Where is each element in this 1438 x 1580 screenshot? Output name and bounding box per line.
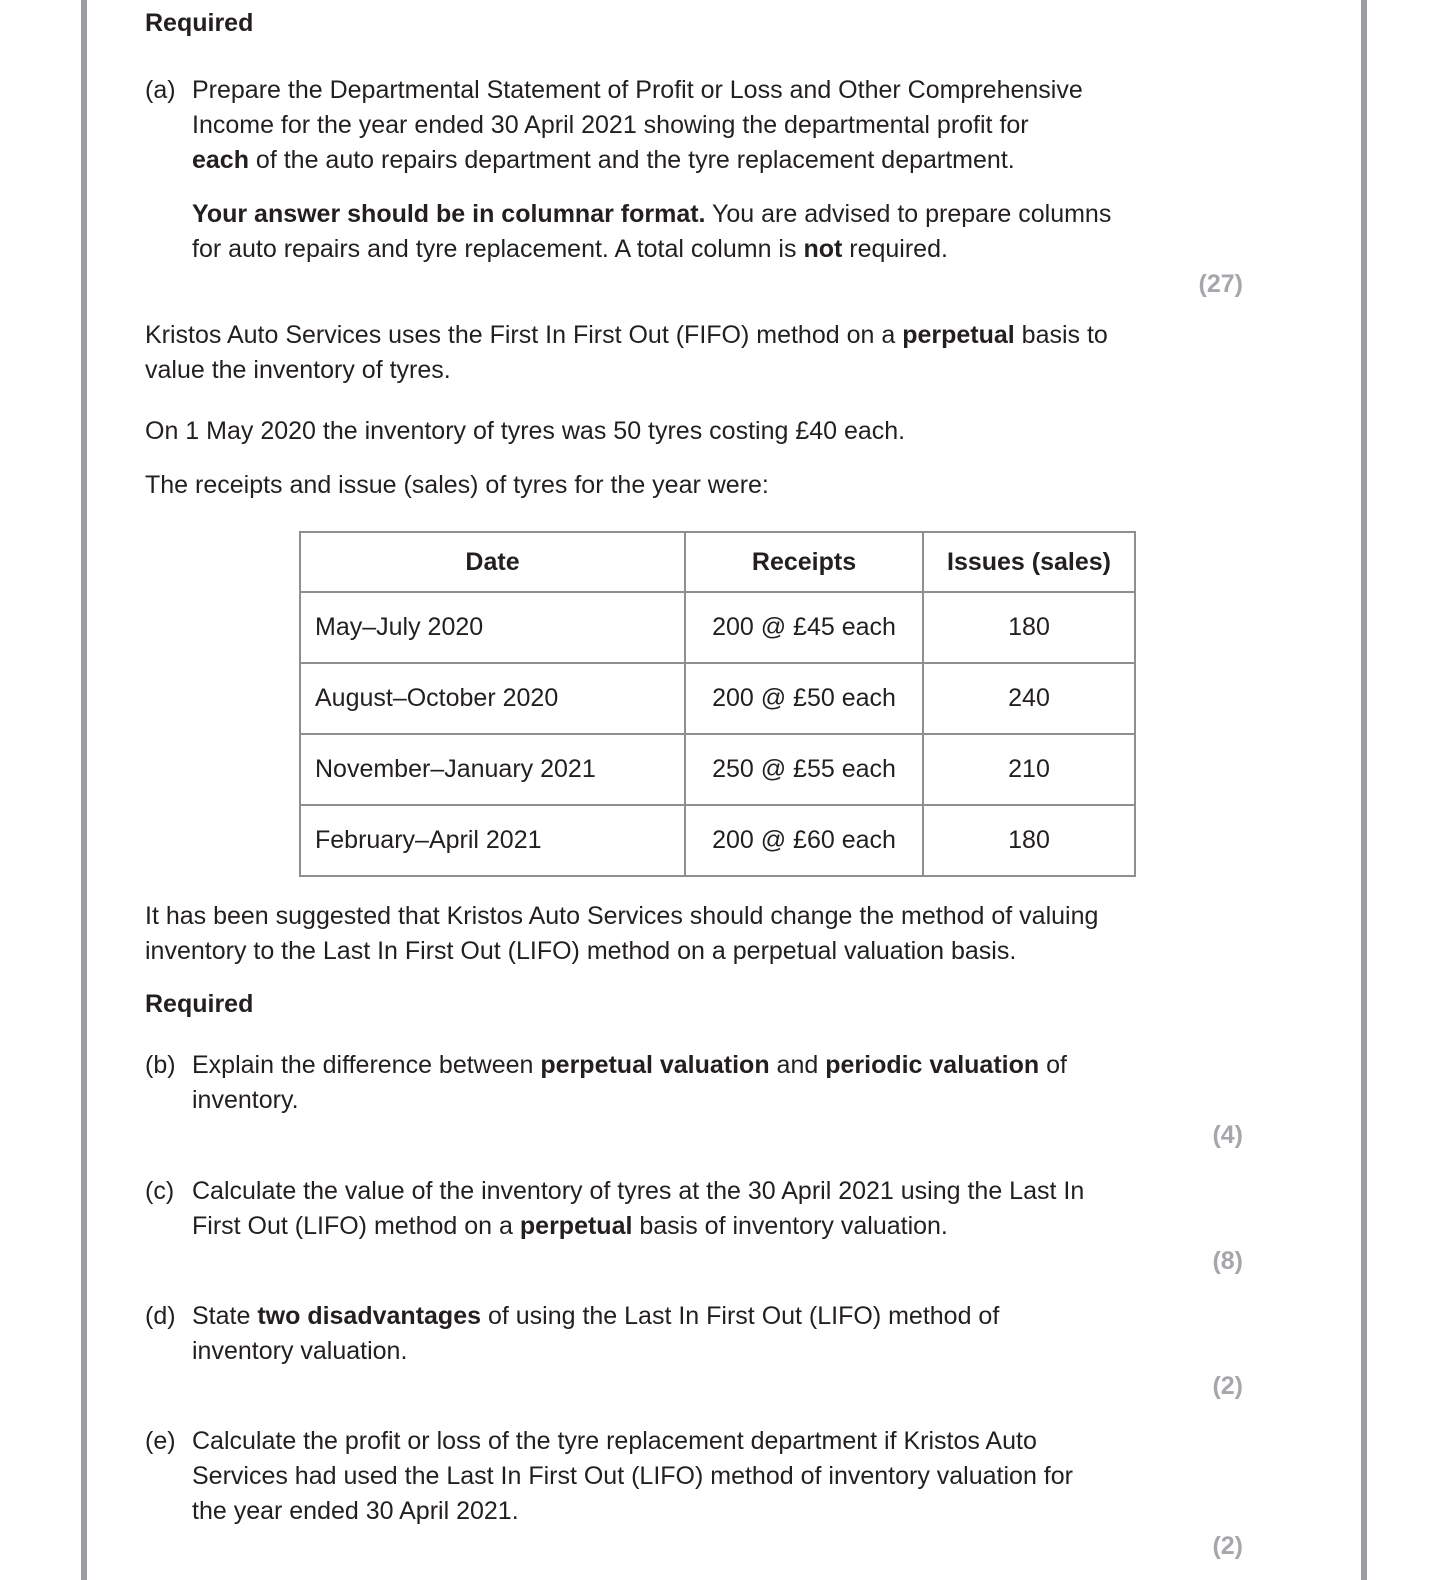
required-heading-2: Required <box>145 990 254 1018</box>
question-e <box>145 1424 1243 1529</box>
table-header-row <box>300 532 1135 592</box>
cell-receipts: 200 @ £45 each <box>685 592 923 663</box>
para-receipts-intro: The receipts and issue (sales) of tyres for the year were: <box>145 471 769 499</box>
question-c <box>145 1174 1243 1244</box>
text-line: Kristos Auto Services uses the First In First Out (FIFO) method on a <box>145 321 903 349</box>
text-bold: periodic valuation <box>825 1051 1040 1079</box>
marks-a: (27) <box>1198 270 1243 298</box>
table-row <box>300 734 1135 805</box>
text-line: of the auto repairs department and the tyre replacement department. <box>248 146 1015 174</box>
text-line: Prepare the Departmental Statement of Profit or Loss and Other Comprehensive <box>192 76 1083 104</box>
text-line: Income for the year ended 30 April 2021 showing the departmental profit for <box>192 111 1029 139</box>
page-right-border <box>1361 0 1367 1580</box>
text-bold: two disadvantages <box>257 1302 481 1330</box>
text-line: inventory to the Last In First Out (LIFO) method on a perpetual valuation basis. <box>145 937 1017 965</box>
text-line: Services had used the Last In First Out (LIFO) method of inventory valuation for <box>192 1462 1073 1490</box>
question-d-text <box>192 1299 999 1369</box>
text-line: Explain the difference between <box>192 1051 541 1079</box>
cell-date: August–October 2020 <box>300 663 685 734</box>
question-e-label: (e) <box>145 1427 176 1455</box>
text-line: Calculate the profit or loss of the tyre replacement department if Kristos Auto <box>192 1427 1037 1455</box>
para-opening-inventory: On 1 May 2020 the inventory of tyres was 50 tyres costing £40 each. <box>145 417 906 445</box>
marks-e: (2) <box>1212 1532 1243 1560</box>
receipts-table <box>299 531 1136 877</box>
text-line: and <box>769 1051 826 1079</box>
marks-d: (2) <box>1212 1372 1243 1400</box>
cell-date: November–January 2021 <box>300 734 685 805</box>
text-bold: perpetual <box>519 1212 633 1240</box>
text-bold: perpetual <box>902 321 1015 349</box>
required-heading-1: Required <box>145 9 254 37</box>
page-content <box>145 0 1243 1564</box>
text-line: basis of inventory valuation. <box>632 1212 948 1240</box>
cell-receipts: 250 @ £55 each <box>685 734 923 805</box>
question-c-text <box>192 1174 1084 1244</box>
question-d-label: (d) <box>145 1302 176 1330</box>
text-line: Calculate the value of the inventory of tyres at the 30 April 2021 using the Last In <box>192 1177 1085 1205</box>
cell-date: May–July 2020 <box>300 592 685 663</box>
question-a-note-text <box>192 197 1111 267</box>
text-line: inventory valuation. <box>192 1337 408 1365</box>
marks-b: (4) <box>1212 1121 1243 1149</box>
text-line: the year ended 30 April 2021. <box>192 1497 519 1525</box>
cell-issues: 210 <box>923 734 1135 805</box>
question-e-text <box>192 1424 1073 1529</box>
text-bold: Your answer should be in columnar format. <box>192 200 706 228</box>
question-c-label: (c) <box>145 1177 175 1205</box>
text-line: First Out (LIFO) method on a <box>192 1212 520 1240</box>
para-fifo <box>145 318 1243 388</box>
text-line: value the inventory of tyres. <box>145 356 451 384</box>
question-d <box>145 1299 1243 1369</box>
para-lifo-suggestion <box>145 899 1243 969</box>
page-left-border <box>81 0 87 1580</box>
question-b-text <box>192 1048 1067 1118</box>
table-row <box>300 663 1135 734</box>
text-line: of <box>1039 1051 1067 1079</box>
col-header-issues: Issues (sales) <box>923 532 1135 592</box>
question-a-label: (a) <box>145 76 176 104</box>
text-line: You are advised to prepare columns <box>705 200 1112 228</box>
col-header-date: Date <box>300 532 685 592</box>
table-row <box>300 592 1135 663</box>
text-bold: perpetual valuation <box>540 1051 770 1079</box>
cell-issues: 180 <box>923 592 1135 663</box>
cell-date: February–April 2021 <box>300 805 685 876</box>
text-line: required. <box>842 235 948 263</box>
question-a-note <box>145 197 1243 267</box>
question-b-label: (b) <box>145 1051 176 1079</box>
text-line: It has been suggested that Kristos Auto Services should change the method of valuing <box>145 902 1099 930</box>
question-a <box>145 73 1243 178</box>
table-row <box>300 805 1135 876</box>
cell-receipts: 200 @ £60 each <box>685 805 923 876</box>
text-line: basis to <box>1014 321 1108 349</box>
cell-issues: 240 <box>923 663 1135 734</box>
cell-receipts: 200 @ £50 each <box>685 663 923 734</box>
cell-issues: 180 <box>923 805 1135 876</box>
marks-c: (8) <box>1212 1247 1243 1275</box>
text-line: for auto repairs and tyre replacement. A total column is <box>192 235 804 263</box>
text-bold: each <box>192 146 249 174</box>
text-line: of using the Last In First Out (LIFO) method of <box>481 1302 1000 1330</box>
col-header-receipts: Receipts <box>685 532 923 592</box>
text-line: inventory. <box>192 1086 299 1114</box>
text-bold: not <box>803 235 843 263</box>
question-b <box>145 1048 1243 1118</box>
question-a-text <box>192 73 1083 178</box>
text-line: State <box>192 1302 258 1330</box>
